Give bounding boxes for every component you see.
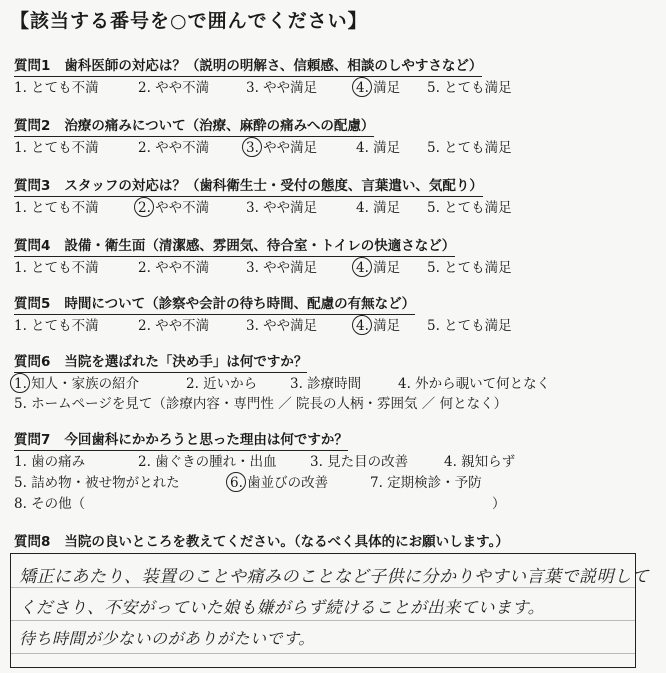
question-heading <box>14 57 482 77</box>
question-1 <box>14 55 654 98</box>
answer-rule <box>11 620 635 621</box>
option-4[interactable]: 4. 満足 <box>356 78 400 98</box>
handwritten-line: 待ち時間が少ないのがありがたいです。 <box>19 629 315 648</box>
option-4[interactable]: 4. 満足 <box>356 140 401 156</box>
option-4[interactable]: 4. 満足 <box>356 258 400 278</box>
option-1[interactable]: 1. とても不満 <box>14 200 99 216</box>
handwritten-line: 矯正にあたり、装置のことや痛みのことなど子供に分かりやすい言葉で説明して <box>19 567 649 587</box>
answer-options <box>14 198 654 218</box>
option-2[interactable]: 2. やや不満 <box>138 318 210 334</box>
handwritten-line: くださり、不安がっていた娘も嫌がらず続けることが出来ています。 <box>19 598 545 617</box>
option-5[interactable]: 5. とても満足 <box>427 140 512 156</box>
option-3[interactable]: 3. 見た目の改善 <box>310 454 409 470</box>
option-4[interactable]: 4. 親知らず <box>444 454 516 470</box>
question-heading <box>14 431 348 451</box>
selection-circle <box>352 257 372 277</box>
selection-circle <box>352 77 372 97</box>
question-7 <box>14 429 654 514</box>
selection-circle <box>226 472 246 492</box>
instruction-title: 【該当する番号を○で囲んでください】 <box>10 10 368 32</box>
question-number: 質問3 <box>14 178 51 194</box>
option-1[interactable]: 1. とても不満 <box>14 260 99 276</box>
option-3[interactable]: 3. やや満足 <box>246 200 318 216</box>
option-4[interactable]: 4. 外から覗いて何となく <box>398 376 551 392</box>
question-text: 時間について（診察や会計の待ち時間、配慮の有無など） <box>64 296 416 312</box>
option-8[interactable]: 8. その他（ <box>14 496 86 512</box>
option-3[interactable]: 3. やや満足 <box>246 260 318 276</box>
option-8-close: ） <box>492 496 506 512</box>
question-text: 当院を選ばれた「決め手」は何ですか？ <box>64 354 308 370</box>
question-3 <box>14 175 654 218</box>
option-2[interactable]: 2. やや不満 <box>138 80 210 96</box>
option-1[interactable]: 1. とても不満 <box>14 140 99 156</box>
option-4[interactable]: 4. 満足 <box>356 200 401 216</box>
question-text: 治療の痛みについて（治療、麻酔の痛みへの配慮） <box>64 118 375 134</box>
question-heading <box>14 177 483 197</box>
answer-options <box>14 316 654 336</box>
selection-circle <box>352 315 372 335</box>
option-1[interactable]: 1. とても不満 <box>14 318 99 334</box>
option-1[interactable]: 1. とても不満 <box>14 80 99 96</box>
answer-options <box>14 473 654 493</box>
question-heading <box>14 117 374 137</box>
question-heading <box>14 295 415 315</box>
question-text: 設備・衛生面（清潔感、雰囲気、待合室・トイレの快適さなど） <box>64 238 456 254</box>
question-number: 質問7 <box>14 432 51 448</box>
answer-options <box>14 78 654 98</box>
answer-options <box>14 258 654 278</box>
question-heading <box>14 353 307 373</box>
option-3[interactable]: 3. やや満足 <box>246 138 317 158</box>
question-number: 質問1 <box>14 58 51 74</box>
question-heading <box>14 533 509 552</box>
option-4[interactable]: 4. 満足 <box>356 316 400 336</box>
option-5[interactable]: 5. とても満足 <box>427 260 512 276</box>
question-number: 質問8 <box>14 534 51 550</box>
option-5[interactable]: 5. とても満足 <box>427 80 512 96</box>
option-7[interactable]: 7. 定期検診・予防 <box>370 475 482 491</box>
question-text: スタッフの対応は？（歯科衛生士・受付の態度、言葉遣い、気配り） <box>64 178 483 194</box>
option-2[interactable]: 2. やや不満 <box>138 260 210 276</box>
option-5[interactable]: 5. ホームページを見て（診療内容・専門性 ／ 院長の人柄・雰囲気 ／ 何となく） <box>14 396 508 412</box>
free-answer-box[interactable] <box>10 553 649 668</box>
option-3[interactable]: 3. 診療時間 <box>290 376 362 392</box>
option-2[interactable]: 2. 歯ぐきの腫れ・出血 <box>138 454 277 470</box>
selection-circle <box>242 137 262 157</box>
answer-options <box>14 138 654 158</box>
answer-options <box>14 452 654 472</box>
question-number: 質問6 <box>14 354 51 370</box>
question-number: 質問5 <box>14 296 51 312</box>
question-8 <box>14 531 654 552</box>
question-2 <box>14 115 654 158</box>
question-5 <box>14 293 654 336</box>
option-5[interactable]: 5. 詰め物・被せ物がとれた <box>14 475 180 491</box>
answer-options <box>14 374 654 394</box>
answer-rule <box>11 653 635 654</box>
option-3[interactable]: 3. やや満足 <box>246 80 318 96</box>
question-text: 歯科医師の対応は？（説明の明解さ、信頼感、相談のしやすさなど） <box>64 58 483 74</box>
option-5[interactable]: 5. とても満足 <box>427 200 512 216</box>
option-2[interactable]: 2. やや不満 <box>138 140 210 156</box>
selection-circle <box>10 373 30 393</box>
option-2[interactable]: 2. やや不満 <box>138 198 209 218</box>
question-text: 当院の良いところを教えてください。（なるべく具体的にお願いします。） <box>64 534 509 550</box>
answer-rule <box>11 587 635 588</box>
selection-circle <box>134 197 154 217</box>
question-heading <box>14 237 455 257</box>
answer-options <box>14 494 654 514</box>
option-1[interactable]: 1. 歯の痛み <box>14 454 86 470</box>
question-6 <box>14 351 654 414</box>
question-number: 質問2 <box>14 118 51 134</box>
option-5[interactable]: 5. とても満足 <box>427 318 512 334</box>
question-4 <box>14 235 654 278</box>
question-number: 質問4 <box>14 238 51 254</box>
option-2[interactable]: 2. 近いから <box>186 376 258 392</box>
option-1[interactable]: 1. 知人・家族の紹介 <box>14 374 139 394</box>
option-3[interactable]: 3. やや満足 <box>246 318 318 334</box>
option-6[interactable]: 6. 歯並びの改善 <box>230 473 328 493</box>
question-text: 今回歯科にかかろうと思った理由は何ですか？ <box>64 432 348 448</box>
